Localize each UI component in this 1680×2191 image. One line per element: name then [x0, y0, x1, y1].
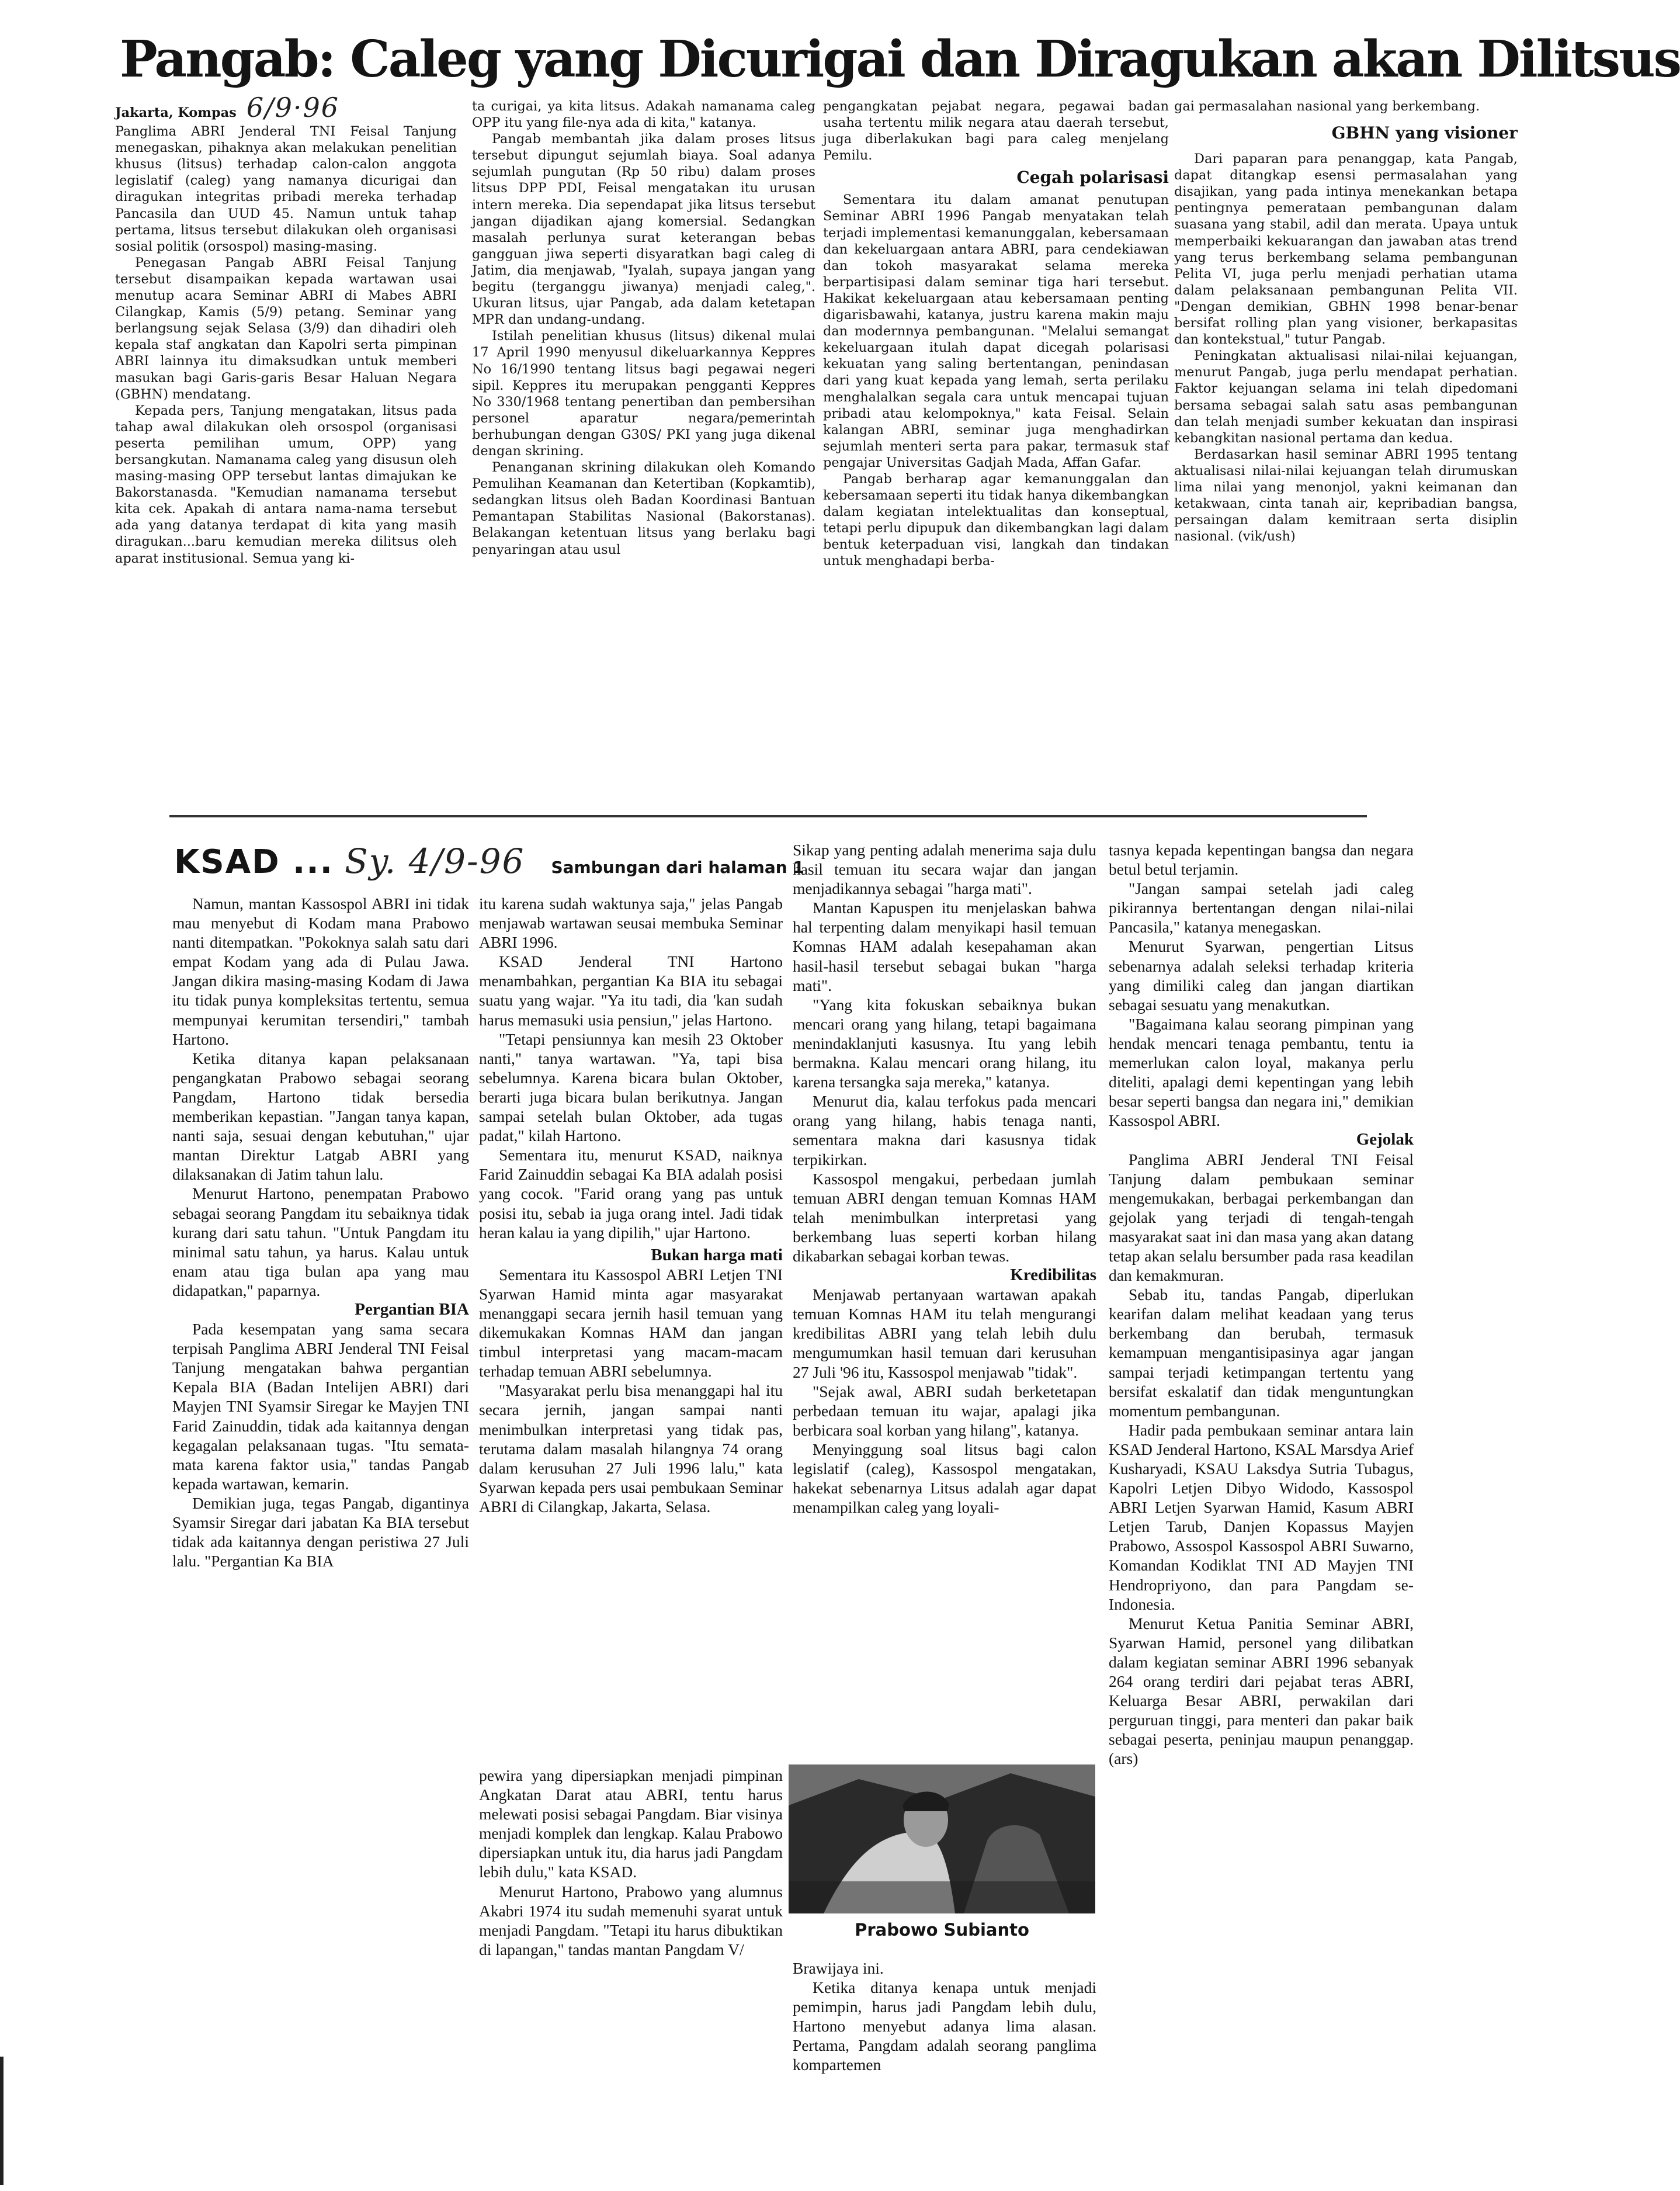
paragraph: Pada kesempatan yang sama secara terpisah Panglima ABRI Jenderal TNI Feisal Tanjung mengatakan bahwa pergantian Kepala BIA (Badan Intelijen ABRI) dari Mayjen TNI Syamsir Siregar ke Mayjen TNI Farid Zainuddin, tidak ada kaitannya dengan kegagalan pelaksanaan tugas. "Itu semata-mata karena faktor usia," tandas Pangab kepada wartawan, kemarin.	[172, 1320, 469, 1493]
paragraph: Sikap yang penting adalah menerima saja dulu hasil temuan itu secara wajar dan jangan menjadikannya sebagai "harga mati".	[793, 841, 1096, 898]
subheading-gejolak: Gejolak	[1356, 1130, 1414, 1149]
paragraph: Ketika ditanya kapan pelaksanaan pengangkatan Prabowo sebagai seorang Pangdam, Hartono tidak bersedia memberikan kepastian. "Jangan tanya kapan, nanti saja, sesuai dengan kebutuhan," ujar mantan Direktur Latgab ABRI yang dilaksanakan di Jatim tahun lalu.	[172, 1049, 469, 1184]
paragraph: "Jangan sampai setelah jadi caleg pikirannya bertentangan dengan nilai-nilai Pancasila," katanya menegaskan.	[1109, 879, 1414, 937]
paragraph: Penegasan Pangab ABRI Feisal Tanjung tersebut disampaikan kepada wartawan usai menutup acara Seminar ABRI di Mabes ABRI Cilangkap, Kamis (5/9) petang. Seminar yang berlangsung sejak Selasa (3/9) dan dihadiri oleh kepala staf angkatan dan Kapolri serta pimpinan ABRI lainnya itu dimaksudkan untuk memberi masukan bagi Garis-garis Besar Haluan Negara (GBHN) mendatang.	[115, 255, 457, 402]
paragraph: Panglima ABRI Jenderal TNI Feisal Tanjung menegaskan, pihaknya akan melakukan penelitian khusus (litsus) terhadap calon-calon anggota legislatif (caleg) yang namanya dicurigai dan diragukan integritas pribadi mereka terhadap Pancasila dan UUD 45. Namun untuk tahap pertama, litsus tersebut dilakukan oleh organisasi sosial politik (orsospol) masing-masing.	[115, 124, 457, 254]
paragraph: Istilah penelitian khusus (litsus) dikenal mulai 17 April 1990 menyusul dikeluarkannya Keppres No 16/1990 tentang litsus bagi pegawai negeri sipil. Keppres itu merupakan pengganti Keppres No 330/1968 tentang penertiban dan pembersihan personel aparatur negara/pemerintah berhubungan dengan G30S/ PKI yang juga dikenal dengan skrining.	[472, 328, 815, 459]
paragraph: KSAD Jenderal TNI Hartono menambahkan, pergantian Ka BIA itu sebagai suatu yang wajar. "Ya itu tadi, dia 'kan sudah harus memasuki usia pensiun," jelas Hartono.	[479, 952, 783, 1029]
paragraph: "Yang kita fokuskan sebaiknya bukan mencari orang yang hilang, tetapi bagaimana menindaklanjuti kasusnya. Itu yang lebih bermakna. Kalau mencari orang hilang, itu karena tersangka saja mereka," katanya.	[793, 995, 1096, 1091]
bottom-column-3-continued	[793, 1958, 1096, 2176]
paragraph: Menurut Hartono, Prabowo yang alumnus Akabri 1974 itu sudah memenuhi syarat untuk menjadi Pangdam. "Tetapi itu harus dibuktikan di lapangan," tandas mantan Pangdam V/	[479, 1882, 783, 1958]
paragraph: Kassospol mengakui, perbedaan jumlah temuan ABRI dengan temuan Komnas HAM telah menimbulkan interpretasi yang berkembang luas seperti korban hilang dikabarkan sebagai korban tewas.	[793, 1169, 1096, 1265]
scan-edge-mark	[0, 2057, 4, 2185]
bottom-column-3	[793, 840, 1096, 1766]
paragraph: Menyinggung soal litsus bagi calon legislatif (caleg), Kassospol mengatakan, hakekat sebenarnya Litsus adalah agar dapat menampilkan caleg yang loyali-	[793, 1440, 1096, 1517]
paragraph: Demikian juga, tegas Pangab, digantinya Syamsir Siregar dari jabatan Ka BIA tersebut tidak ada kaitannya dengan peristiwa 27 Juli lalu. "Pergantian Ka BIA	[172, 1493, 469, 1571]
paragraph: pewira yang dipersiapkan menjadi pimpinan Angkatan Darat atau ABRI, tentu harus melewati posisi sebagai Pangdam. Biar visinya menjadi komplek dan lengkap. Kalau Prabowo dipersiapkan untuk itu, dia harus jadi Pangdam lebih dulu," kata KSAD.	[479, 1766, 783, 1881]
paragraph: Pangab berharap agar kemanunggalan dan kebersamaan seperti itu tidak hanya dikembangkan dalam kegiatan intelektualitas dan konseptual, tetapi perlu dipupuk dan dikembangkan lagi dalam bentuk keterpaduan visi, langkah dan tindakan untuk menghadapi berba-	[823, 471, 1169, 569]
paragraph: "Tetapi pensiunnya kan mesih 23 Oktober nanti," tanya wartawan. "Ya, tapi bisa sebelumnya. Karena bicara bulan Oktober, berarti juga bicara bulan berikutnya. Jangan sampai setelah bulan Oktober, ada tugas padat," kilah Hartono.	[479, 1029, 783, 1145]
photo-prabowo	[789, 1764, 1095, 1913]
paragraph: Menurut Syarwan, pengertian Litsus sebenarnya adalah seleksi terhadap kriteria yang dimiliki caleg dan jangan diartikan sebagai sesuatu yang menakutkan.	[1109, 937, 1414, 1014]
subheading-gbhn: GBHN yang visioner	[1331, 123, 1518, 143]
paragraph: "Masyarakat perlu bisa menanggapi hal itu secara jernih, jangan sampai nanti menimbulkan interpretasi yang tidak pas, terutama dalam masalah hilangnya 74 orang dalam kerusuhan 27 Juli 1996 lalu," kata Syarwan kepada pers usai pembukaan Seminar ABRI di Cilangkap, Jakarta, Selasa.	[479, 1381, 783, 1516]
headline-top: Pangab: Caleg yang Dicurigai dan Diragukan akan Dilitsus	[120, 30, 1680, 89]
dateline: Jakarta, Kompas	[115, 105, 237, 120]
article-divider	[169, 815, 1367, 817]
paragraph: Sementara itu dalam amanat penutupan Seminar ABRI 1996 Pangab menyatakan telah terjadi implementasi kemanunggalan, kebersamaan dan kekeluargaan antara ABRI, para cendekiawan dan tokoh masyarakat selama mereka berpartisipasi dalam seminar tiga hari tersebut. Hakikat kekeluargaan atau kebersamaan penting digarisbawahi, katanya, justru karena makin maju dan modernnya pembangunan. "Melalui semangat kekeluargaan itulah dapat dicegah polarisasi kekuatan yang saling bertentangan, penindasan dari yang kuat kepada yang lemah, serta perilaku menghalalkan segala cara untuk mencapai tujuan pribadi atau kelompoknya," kata Feisal. Selain kalangan ABRI, seminar juga menghadirkan sejumlah menteri serta para pakar, termasuk staf pengajar Universitas Gadjah Mada, Affan Gafar.	[823, 192, 1169, 470]
paragraph: itu karena sudah waktunya saja," jelas Pangab menjawab wartawan seusai membuka Seminar ABRI 1996.	[479, 895, 783, 952]
paragraph: Peningkatan aktualisasi nilai-nilai kejuangan, menurut Pangab, juga perlu mendapat perhatian. Faktor kejuangan selama ini telah dipedomani bersama sebagai salah satu asas pembangunan dan telah menjadi sumber kekuatan dan inspirasi kebangkitan nasional pertama dan kedua.	[1174, 348, 1518, 446]
top-column-1	[115, 92, 457, 803]
headline-ksad: KSAD ...	[174, 843, 334, 881]
headline-bottom	[174, 834, 846, 893]
handwritten-date: Sy. 4/9-96	[344, 841, 525, 881]
paragraph: Ketika ditanya kenapa untuk menjadi pemimpin, harus jadi Pangdam lebih dulu, Hartono menyebut adanya lima alasan. Pertama, Pangdam adalah seorang panglima kompartemen	[793, 1978, 1096, 2074]
paragraph: Dari paparan para penanggap, kata Pangab, dapat ditangkap esensi permasalahan yang disajikan, yang pada intinya menekankan betapa pentingnya pemerataan pembangunan dalam suasana yang stabil, adil dan merata. Upaya untuk memperbaiki kekuarangan dan jawaban atas trend yang terus berkembang selama pembangunan Pelita VI, juga perlu menjadi perhatian utama dalam pelaksanaan pembangunan Pelita VII. "Dengan demikian, GBHN 1998 benar-benar bersifat rolling plan yang visioner, berkapasitas dan kontekstual," tutur Pangab.	[1174, 151, 1518, 348]
paragraph: Menurut Hartono, penempatan Prabowo sebagai seorang Pangdam itu sebaiknya tidak kurang dari satu tahun. "Untuk Pangdam itu minimal satu tahun, ya harus. Kalau untuk enam atau tiga bulan apa yang mau didapatkan," paparnya.	[172, 1184, 469, 1299]
paragraph: Mantan Kapuspen itu menjelaskan bahwa hal terpenting dalam menyikapi hasil temuan Komnas HAM adalah kesepahaman akan hasil-hasil tersebut sebagai bukan "harga mati".	[793, 899, 1096, 994]
top-column-2	[472, 98, 815, 805]
paragraph: Sebab itu, tandas Pangab, diperlukan kearifan dalam melihat keadaan yang terus berkembang dan berubah, termasuk kemampuan mengantisipasinya agar jangan sampai terjadi ketimpangan tertentu yang bersifat eskalatif dan tidak menguntungkan momentum pembangunan.	[1109, 1285, 1414, 1420]
photo-frame	[789, 1764, 1095, 1951]
continuation-note: Sambungan dari halaman 1	[551, 858, 804, 877]
paragraph: Pangab membantah jika dalam proses litsus tersebut dipungut sejumlah biaya. Soal adanya sejumlah pungutan (Rp 50 ribu) dalam proses litsus DPP PDI, Feisal mengatakan itu urusan intern mereka. Dia sependapat jika litsus tersebut jangan dijadikan ajang komersial. Sedangkan masalah perlunya surat keterangan bebas gangguan jiwa seperti disyaratkan bagi caleg di Jatim, dia menjawab, "Iyalah, supaya jangan yang begitu (terganggu jiwanya) menjadi caleg,". Ukuran litsus, ujar Pangab, ada dalam ketetapan MPR dan undang-undang.	[472, 131, 815, 328]
paragraph: Menjawab pertanyaan wartawan apakah temuan Komnas HAM itu telah mengurangi kredibilitas ABRI yang telah lebih dulu mengumumkan hasil temuan dari kerusuhan 27 Juli '96 itu, Kassospol menjawab "tidak".	[793, 1285, 1096, 1381]
subheading-kredibilitas: Kredibilitas	[1010, 1266, 1096, 1285]
subheading-cegah-polarisasi: Cegah polarisasi	[1016, 168, 1169, 188]
paragraph: Hadir pada pembukaan seminar antara lain KSAD Jenderal Hartono, KSAL Marsdya Arief Kusharyadi, KSAU Laksdya Sutria Tubagus, Kapolri Letjen Dibyo Widodo, Kassospol ABRI Letjen Syarwan Hamid, Kasum ABRI Letjen Tarub, Danjen Kopassus Mayjen Prabowo, Assospol Kassospol ABRI Suwarno, Komandan Kodiklat TNI AD Mayjen TNI Hendropriyono, dan para Pangdam se-Indonesia.	[1109, 1420, 1414, 1613]
paragraph: Namun, mantan Kassospol ABRI ini tidak mau menyebut di Kodam mana Prabowo nanti ditempatkan. "Pokoknya salah satu dari empat Kodam yang ada di Pulau Jawa. Jangan dikira masing-masing Kodam di Jawa itu tidak punya kompleksitas tertentu, semua mempunyai kerumitan tersendiri," tambah Hartono.	[172, 895, 469, 1048]
top-column-4	[1174, 98, 1518, 805]
paragraph: pengangkatan pejabat negara, pegawai badan usaha tertentu milik negara atau daerah tersebut, juga diberlakukan bagi para caleg menjelang Pemilu.	[823, 99, 1169, 164]
paragraph: Menurut Ketua Panitia Seminar ABRI, Syarwan Hamid, personel yang dilibatkan dalam kegiatan seminar ABRI 1996 sebanyak 264 orang terdiri dari pejabat teras ABRI, Keluarga Besar ABRI, perwakilan dari perguruan tinggi, para menteri dan pakar baik sebagai peserta, peninjau maupun penanggap. (ars)	[1109, 1614, 1414, 1768]
paragraph: Kepada pers, Tanjung mengatakan, litsus pada tahap awal dilakukan oleh orsospol (organisasi peserta pemilihan umum, OPP) yang bersangkutan. Namanama caleg yang disusun oleh masing-masing OPP tersebut lantas dimajukan ke Bakorstanasda. "Kemudian namanama tersebut kita cek. Apakah di antara nama-nama tersebut ada yang datanya terdapat di kita yang masih diragukan...baru kemudian mereka dilitsus oleh aparat institusional. Semua yang ki-	[115, 403, 457, 566]
paragraph: tasnya kepada kepentingan bangsa dan negara betul betul terjamin.	[1109, 841, 1414, 879]
photo-caption: Prabowo Subianto	[855, 1920, 1029, 1940]
handwritten-date: 6/9·96	[246, 92, 340, 123]
bottom-column-1	[172, 894, 469, 1762]
paragraph: Panglima ABRI Jenderal TNI Feisal Tanjung dalam pembukaan seminar mengemukakan, berbagai perkembangan dan gejolak yang terjadi di tengah-tengah masyarakat saat ini dan masa yang akan datang tetap akan selalu bersumber pada rasa keadilan dan kemakmuran.	[1109, 1150, 1414, 1285]
paragraph: Sementara itu Kassospol ABRI Letjen TNI Syarwan Hamid minta agar masyarakat menanggapi secara jernih hasil temuan yang dikemukakan Komnas HAM dan jangan timbul interpretasi yang macam-macam terhadap temuan ABRI sebelumnya.	[479, 1265, 783, 1381]
bottom-column-4	[1109, 840, 1414, 2178]
bottom-column-2	[479, 894, 783, 1755]
subheading-pergantian-bia: Pergantian BIA	[355, 1299, 469, 1319]
paragraph: gai permasalahan nasional yang berkembang.	[1174, 99, 1480, 114]
paragraph: Penanganan skrining dilakukan oleh Komando Pemulihan Keamanan dan Ketertiban (Kopkamtib), sedangkan litsus oleh Badan Koordinasi Bantuan Pemantapan Stabilitas Nasional (Bakorstanas). Belakangan ketentuan litsus yang berlaku bagi penyaringan atau usul	[472, 460, 815, 557]
paragraph: Menurut dia, kalau terfokus pada mencari orang yang hilang, habis tenaga nanti, sementara makna dari kasusnya tidak terpikirkan.	[793, 1092, 1096, 1169]
subheading-bukan-harga-mati: Bukan harga mati	[651, 1245, 783, 1264]
top-column-3	[823, 98, 1169, 805]
bottom-column-2-continued	[479, 1766, 783, 2175]
paragraph: Brawijaya ini.	[793, 1959, 884, 1977]
paragraph: Sementara itu, menurut KSAD, naiknya Farid Zainuddin sebagai Ka BIA adalah posisi yang cocok. "Farid orang yang pas untuk posisi itu, sebab ia juga orang intel. Jadi tidak heran kalau ia yang dipilih," ujar Hartono.	[479, 1146, 783, 1242]
paragraph: Berdasarkan hasil seminar ABRI 1995 tentang aktualisasi nilai-nilai kejuangan telah dirumuskan lima nilai yang menonjol, yakni keimanan dan ketakwaan, cinta tanah air, kepribadian bangsa, persaingan dalam kemitraan serta disiplin nasional. (vik/ush)	[1174, 446, 1518, 545]
paragraph: "Sejak awal, ABRI sudah berketetapan perbedaan temuan itu wajar, apalagi jika berbicara soal korban yang hilang", katanya.	[793, 1382, 1096, 1439]
paragraph: "Bagaimana kalau seorang pimpinan yang hendak mencari tenaga pembantu, tentu ia memerlukan calon loyal, makanya perlu diteliti, apalagi demi kepentingan yang lebih besar seperti bangsa dan negara ini," demikian Kassospol ABRI.	[1109, 1014, 1414, 1130]
paragraph: ta curigai, ya kita litsus. Adakah namanama caleg OPP itu yang file-nya ada di kita," katanya.	[472, 99, 815, 131]
